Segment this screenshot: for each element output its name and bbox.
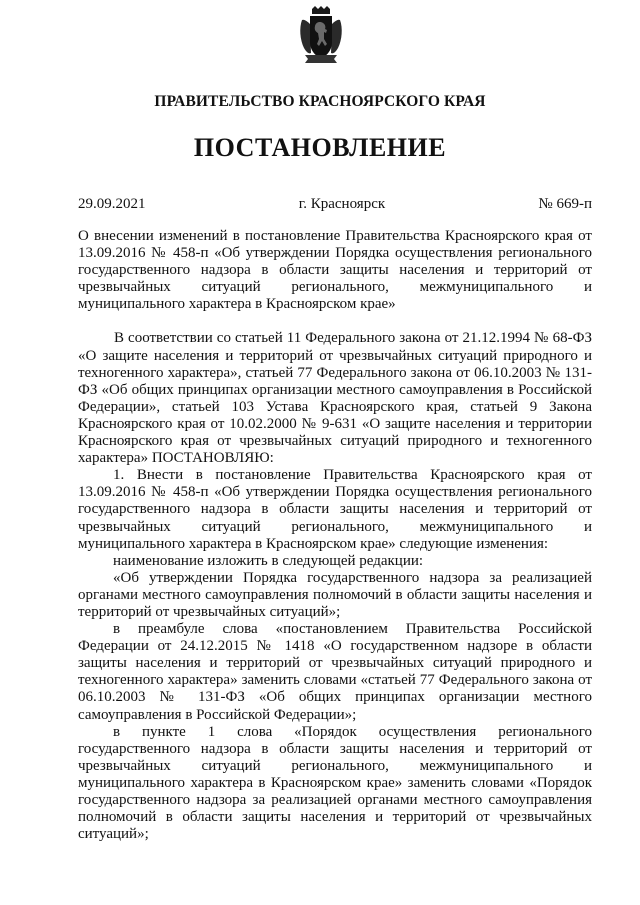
- document-body: [78, 228, 592, 843]
- body-paragraph: «Об утверждении Порядка государственного надзора за реализацией органами местного самоуправления полномочий в области защиты населения и территорий от чрезвычайных ситуаций»;: [78, 569, 592, 620]
- document-city: г. Красноярск: [298, 196, 386, 212]
- document-type: ПОСТАНОВЛЕНИЕ: [193, 133, 447, 162]
- preamble-paragraph: В соответствии со статьей 11 Федерального закона от 21.12.1994 № 68-ФЗ «О защите населения и территорий от чрезвычайных ситуаций природного и техногенного характера», статьей 77 Федерального закона от 06.10.2003 № 131-ФЗ «Об общих принципах организации местного самоуправления в Российской Федерации», статьей 103 Устава Красноярского края, статьей 9 Закона Красноярского края от 10.02.2000 № 9-631 «О защите населения и территории Красноярского края от чрезвычайных ситуаций природного и техногенного характера» ПОСТАНОВЛЯЮ:: [78, 330, 592, 467]
- document-number: № 669-п: [538, 196, 592, 212]
- document-meta: [78, 196, 592, 213]
- document-date: 29.09.2021: [78, 196, 146, 212]
- body-paragraph: в пункте 1 слова «Порядок осуществления регионального государственного надзора в области защиты населения и территорий от чрезвычайных ситуаций регионального, межмуниципального и муниципального характера в Красноярском крае» заменить словами «Порядок государственного надзора за реализацией органами местного самоуправления полномочий в области защиты населения и территорий от чрезвычайных ситуаций»;: [78, 723, 592, 843]
- document-subject: О внесении изменений в постановление Правительства Красноярского края от 13.09.2016 № 458-п «Об утверждении Порядка осуществления регионального государственного надзора в области защиты населения и территорий от чрезвычайных ситуаций регионального, межмуниципального и муниципального характера в Красноярском крае»: [78, 228, 592, 313]
- body-paragraph: наименование изложить в следующей редакции:: [113, 552, 424, 569]
- krasnoyarsk-coat-of-arms-icon: [299, 6, 343, 64]
- clause-1-paragraph: 1. Внести в постановление Правительства Красноярского края от 13.09.2016 № 458-п «Об утверждении Порядка осуществления регионального государственного надзора в области защиты населения и территорий от чрезвычайных ситуаций регионального, межмуниципального и муниципального характера в Красноярском крае» следующие изменения:: [78, 467, 592, 552]
- body-paragraph: в преамбуле слова «постановлением Правительства Российской Федерации от 24.12.2015 № 1418 «О государственном надзоре в области защиты населения и территорий от чрезвычайных ситуаций природного и техногенного характера» заменить словами «статьей 77 Федерального закона от 06.10.2003 № 131-ФЗ «Об общих принципах организации местного самоуправления в Российской Федерации»;: [78, 621, 592, 723]
- government-name: ПРАВИТЕЛЬСТВО КРАСНОЯРСКОГО КРАЯ: [154, 93, 486, 110]
